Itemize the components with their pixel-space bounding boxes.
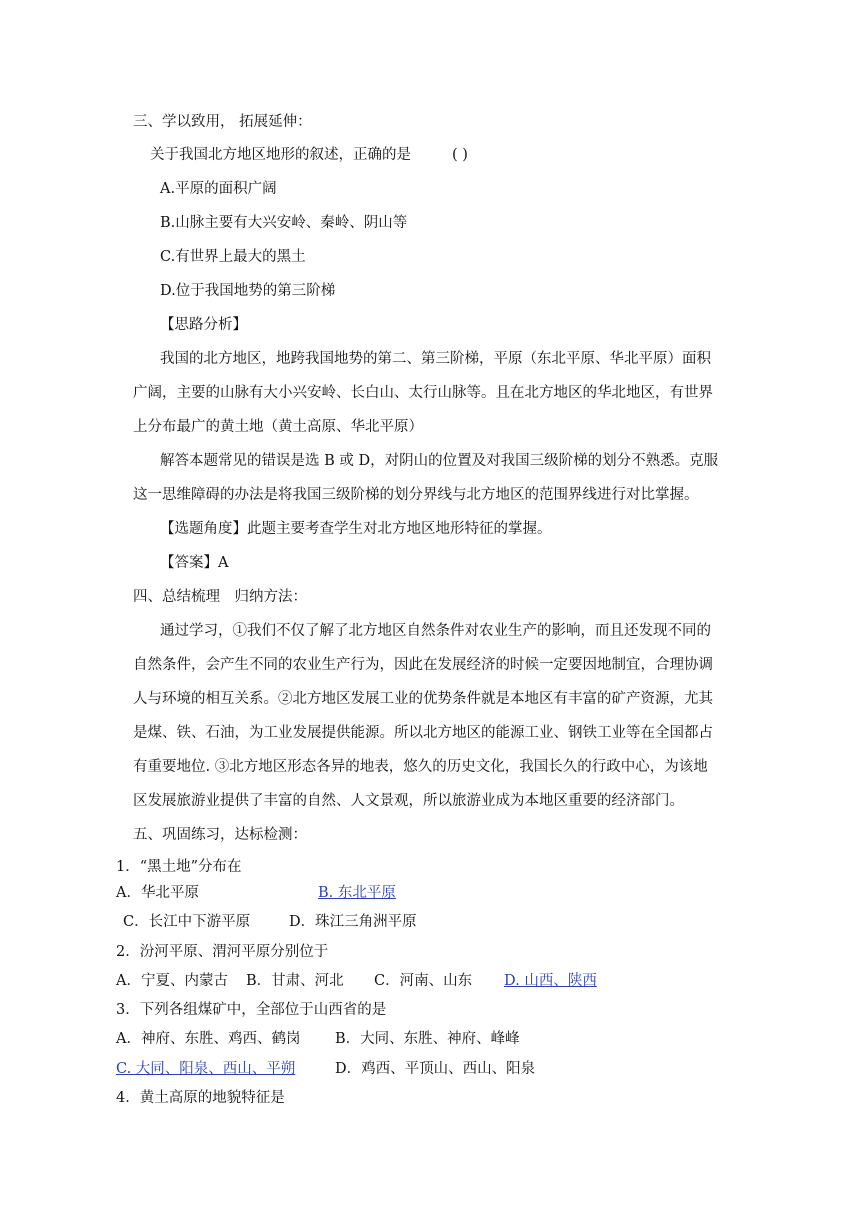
analysis-line: 广阔，主要的山脉有大小兴安岭、长白山、太行山脉等。且在北方地区的华北地区，有世界	[133, 385, 713, 401]
summary-line: 有重要地位. ③北方地区形态各异的地表，悠久的历史文化，我国长久的行政中心，为该地	[133, 759, 708, 775]
q1-option-d: D．珠江三角洲平原	[289, 914, 417, 930]
summary-line: 通过学习，①我们不仅了解了北方地区自然条件对农业生产的影响，而且还发现不同的	[160, 623, 711, 639]
option-a: A.平原的面积广阔	[160, 181, 277, 197]
q4-stem: 4．黄土高原的地貌特征是	[116, 1090, 285, 1106]
q3-option-a: A．神府、东胜、鸡西、鹤岗	[116, 1031, 301, 1047]
option-c: C.有世界上最大的黑土	[160, 249, 306, 265]
section3-heading: 三、学以致用， 拓展延伸：	[133, 114, 312, 130]
section4-heading: 四、总结梳理 归纳方法：	[133, 589, 307, 605]
summary-line: 人与环境的相互关系。②北方地区发展工业的优势条件就是本地区有丰富的矿产资源，尤其	[133, 691, 713, 707]
summary-line: 自然条件，会产生不同的农业生产行为，因此在发展经济的时候一定要因地制宜，合理协调	[133, 657, 713, 673]
q2-option-a: A．宁夏、内蒙古	[116, 973, 228, 989]
q2-option-c: C．河南、山东	[374, 973, 473, 989]
angle-line: 【选题角度】此题主要考查学生对北方地区地形特征的掌握。	[160, 521, 552, 537]
answer-line: 【答案】A	[160, 555, 229, 571]
q2-stem: 2．汾河平原、渭河平原分别位于	[116, 944, 329, 960]
analysis-line: 我国的北方地区，地跨我国地势的第二、第三阶梯，平原（东北平原、华北平原）面积	[160, 351, 711, 367]
q3-option-b: B．大同、东胜、神府、峰峰	[335, 1031, 520, 1047]
error-line: 解答本题常见的错误是选 B 或 D，对阴山的位置及对我国三级阶梯的划分不熟悉。克服	[160, 453, 719, 469]
q1-option-c: C．长江中下游平原	[123, 914, 251, 930]
q1-option-a: A．华北平原	[116, 885, 199, 901]
q2-option-b: B．甘肃、河北	[246, 973, 344, 989]
summary-line: 区发展旅游业提供了丰富的自然、人文景观，所以旅游业成为本地区重要的经济部门。	[133, 793, 684, 809]
answer-blank: ( )	[452, 147, 468, 163]
option-d: D.位于我国地势的第三阶梯	[160, 283, 336, 299]
question-text: 关于我国北方地区地形的叙述，正确的是	[150, 147, 411, 163]
analysis-label: 【思路分析】	[160, 317, 247, 333]
q2-option-d-answer: D. 山西、陕西	[504, 973, 597, 989]
section5-heading: 五、巩固练习，达标检测：	[133, 827, 307, 843]
option-b: B.山脉主要有大兴安岭、秦岭、阴山等	[160, 215, 408, 231]
analysis-line: 上分布最广的黄土地（黄土高原、华北平原）	[133, 419, 423, 435]
summary-line: 是煤、铁、石油，为工业发展提供能源。所以北方地区的能源工业、钢铁工业等在全国都占	[133, 725, 713, 741]
q3-stem: 3．下列各组煤矿中，全部位于山西省的是	[116, 1002, 387, 1018]
q1-stem: 1．“黑土地”分布在	[116, 859, 242, 875]
q3-option-d: D．鸡西、平顶山、西山、阳泉	[335, 1061, 536, 1077]
q3-option-c-answer: C. 大同、阳泉、西山、平朔	[116, 1061, 296, 1077]
q1-option-b-answer: B. 东北平原	[318, 885, 396, 901]
error-line: 这一思维障碍的办法是将我国三级阶梯的划分界线与北方地区的范围界线进行对比掌握。	[133, 487, 699, 503]
